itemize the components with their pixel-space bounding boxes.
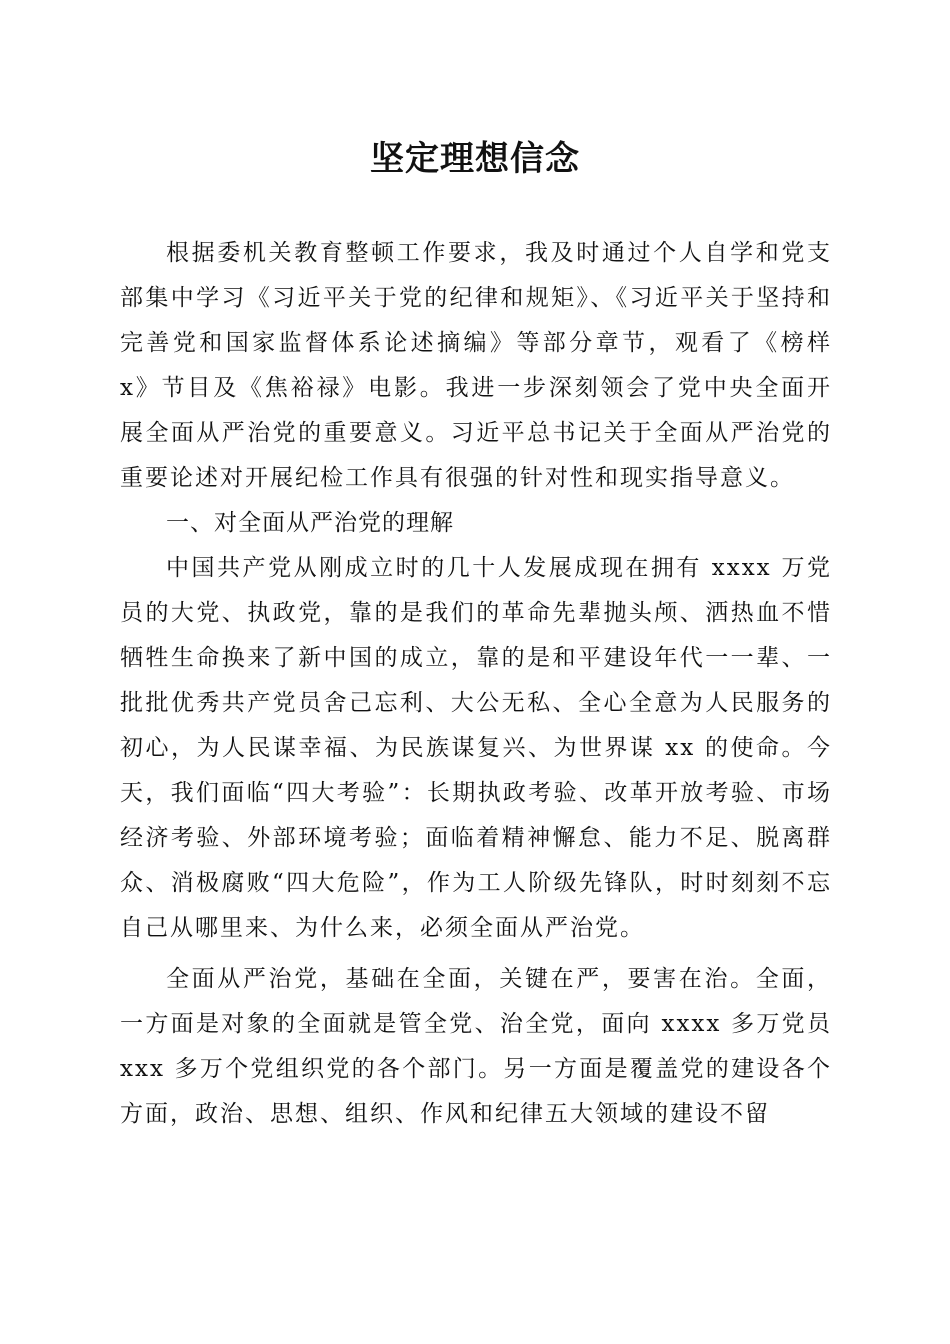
body-paragraph-2: 全面从严治党，基础在全面，关键在严，要害在治。全面，一方面是对象的全面就是管全党、治全党，面向 xxxx 多万党员 xxx 多万个党组织党的各个部门。另一方面是覆盖党的建设各个方面，政治、思想、组织、作风和纪律五大领域的建设不留 — [120, 966, 832, 1127]
document-title: 坚定理想信念 — [370, 139, 580, 179]
intro-paragraph: 根据委机关教育整顿工作要求，我及时通过个人自学和党支部集中学习《习近平关于党的纪律和规矩》、《习近平关于坚持和完善党和国家监督体系论述摘编》等部分章节，观看了《榜样 x》节目及《焦裕禄》电影。我进一步深刻领会了党中央全面开展全面从严治党的重要意义。习近平总书记关于全面从严治党的重要论述对开展纪检工作具有很强的针对性和现实指导意义。 — [120, 240, 832, 491]
section-heading: 一、对全面从严治党的理解 — [166, 510, 454, 536]
body-paragraph-1: 中国共产党从刚成立时的几十人发展成现在拥有 xxxx 万党员的大党、执政党，靠的是我们的革命先辈抛头颅、洒热血不惜牺牲生命换来了新中国的成立，靠的是和平建设年代一一辈、一批批优秀共产党员舍己忘利、大公无私、全心全意为人民服务的初心，为人民谋幸福、为民族谋复兴、为世界谋 xx 的使命。今天，我们面临“四大考验”：长期执政考验、改革开放考验、市场经济考验、外部环境考验；面临着精神懈怠、能力不足、脱离群众、消极腐败“四大危险”，作为工人阶级先锋队，时时刻刻不忘自己从哪里来、为什么来，必须全面从严治党。 — [120, 555, 832, 941]
document-body — [120, 231, 832, 1137]
